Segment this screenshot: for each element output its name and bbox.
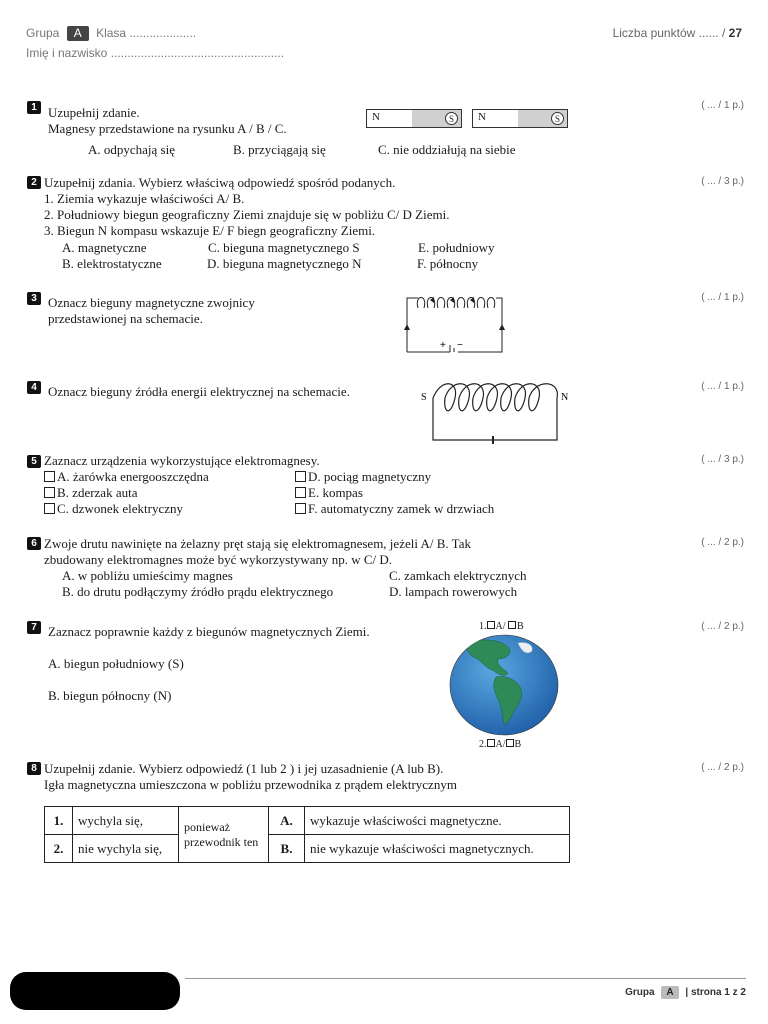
question-number: 7 [27,621,41,634]
question-text: przedstawionej na schemacie. [48,311,203,326]
grupa-label: Grupa [26,26,60,40]
footer-page-number: | strona 1 z 2 [685,987,746,998]
pole-right-label: N [561,392,569,403]
question-number: 1 [27,101,41,114]
option-a[interactable]: A. magnetyczne [62,240,147,255]
option-d[interactable]: D. bieguna magnetycznego N [207,256,362,271]
question-text: zbudowany elektromagnes może być wykorzystywany np. w C/ D. [44,552,393,567]
checkbox[interactable] [508,621,516,629]
question-text: Zaznacz urządzenia wykorzystujące elektromagnesy. [44,453,320,468]
pole-n-label: N [372,111,380,123]
header-points [613,26,742,40]
option-f[interactable]: F. północny [417,256,479,271]
table-cell[interactable]: 1. [45,807,73,835]
option-b[interactable]: B. przyciągają się [233,142,326,157]
name-label: Imię i nazwisko [26,46,108,60]
question-points: ( ... / 3 p.) [701,454,744,465]
question-number: 6 [27,537,41,550]
checkbox[interactable] [295,471,306,482]
footer-grupa-label: Grupa [625,987,655,998]
battery-plus-label: + [440,340,446,351]
question-text: Igła magnetyczna umieszczona w pobliżu przewodnika z prądem elektrycznym [44,777,457,792]
option-label: D. pociąg magnetyczny [308,469,432,484]
question-points: ( ... / 1 p.) [701,100,744,111]
question-text: Uzupełnij zdanie. Wybierz odpowiedź (1 lub 2 ) i jej uzasadnienie (A lub B). [44,761,444,776]
question-text: Oznacz bieguny magnetyczne zwojnicy [48,295,255,310]
question-text: 1. Ziemia wykazuje właściwości A/ B. [44,191,245,206]
question-points: ( ... / 2 p.) [701,537,744,548]
footer-divider [185,978,746,979]
battery-minus-label: − [457,340,463,351]
question-text: Magnesy przedstawione na rysunku A / B / C. [48,121,287,136]
checkbox[interactable] [487,621,495,629]
earth-globe-image [448,633,560,737]
question-points: ( ... / 1 p.) [701,292,744,303]
magnet-left [366,109,462,128]
globe-top-choice: 1. A/ B [479,621,524,632]
option-label: E. kompas [308,485,363,500]
checkbox-option-b[interactable] [44,485,137,501]
question-number: 4 [27,381,41,394]
checkbox[interactable] [487,739,495,747]
table-cell[interactable]: nie wykazuje właściwości magnetycznych. [305,835,570,863]
question-number: 5 [27,455,41,468]
grupa-badge: A [67,26,89,41]
question-text: Uzupełnij zdania. Wybierz właściwą odpowiedź spośród podanych. [44,175,396,190]
question-text: Uzupełnij zdanie. [48,105,140,120]
option-d[interactable]: D. lampach rowerowych [389,584,518,599]
option-a[interactable]: A. w pobliżu umieścimy magnes [62,568,233,583]
checkbox[interactable] [295,503,306,514]
points-total: 27 [728,26,742,40]
pole-left-label: S [421,392,427,403]
checkbox[interactable] [506,739,514,747]
header-grupa [26,26,196,41]
table-cell-middle: ponieważ przewodnik ten [179,807,269,863]
magnet-right [472,109,568,128]
question-text: Oznacz bieguny źródła energii elektrycznej na schemacie. [48,384,350,399]
footer [625,986,746,999]
option-c[interactable]: C. nie oddziałują na siebie [378,142,516,157]
checkbox-option-a[interactable] [44,469,209,485]
checkbox[interactable] [44,487,55,498]
option-label: A. żarówka energooszczędna [57,469,209,484]
table-cell[interactable]: B. [269,835,305,863]
question-number: 3 [27,292,41,305]
coil-source-diagram [415,376,575,446]
option-c[interactable]: C. bieguna magnetycznego S [208,240,360,255]
table-cell[interactable]: A. [269,807,305,835]
option-label: C. dzwonek elektryczny [57,501,183,516]
globe-bottom-choice: 2. A/ B [479,739,522,750]
answer-table [44,806,570,863]
option-a: A. biegun południowy (S) [48,656,184,671]
checkbox-option-c[interactable] [44,501,183,517]
question-text: Zwoje drutu nawinięte na żelazny pręt stają się elektromagnesem, jeżeli A/ B. Tak [44,536,471,551]
option-e[interactable]: E. południowy [418,240,495,255]
pole-s-label: S [551,112,564,125]
table-cell[interactable]: 2. [45,835,73,863]
checkbox-option-f[interactable] [295,501,494,517]
points-label: Liczba punktów ...... / [612,26,726,40]
solenoid-circuit-diagram [400,288,510,356]
question-points: ( ... / 2 p.) [701,762,744,773]
table-cell[interactable]: wychyla się, [73,807,179,835]
question-text: 3. Biegun N kompasu wskazuje E/ F biegn geograficzny Ziemi. [44,223,376,238]
checkbox[interactable] [44,503,55,514]
footer-grupa-badge: A [661,986,678,999]
question-text: Zaznacz poprawnie każdy z biegunów magnetycznych Ziemi. [48,624,370,639]
option-c[interactable]: C. zamkach elektrycznych [389,568,527,583]
question-points: ( ... / 2 p.) [701,621,744,632]
question-number: 2 [27,176,41,189]
option-b[interactable]: B. do drutu podłączymy źródło prądu elektrycznego [62,584,334,599]
name-blank[interactable]: .................................................... [110,46,285,60]
redacted-logo [10,972,180,1010]
question-text: 2. Południowy biegun geograficzny Ziemi znajduje się w pobliżu C/ D Ziemi. [44,207,450,222]
pole-n-label: N [478,111,486,123]
option-b: B. biegun północny (N) [48,688,172,703]
table-cell[interactable]: wykazuje właściwości magnetyczne. [305,807,570,835]
checkbox[interactable] [295,487,306,498]
checkbox[interactable] [44,471,55,482]
question-number: 8 [27,762,41,775]
pole-s-label: S [445,112,458,125]
option-a[interactable]: A. odpychają się [88,142,176,157]
klasa-blank[interactable]: .................... [129,26,197,40]
option-label: F. automatyczny zamek w drzwiach [308,501,495,516]
option-label: B. zderzak auta [57,485,138,500]
option-b[interactable]: B. elektrostatyczne [62,256,162,271]
question-points: ( ... / 3 p.) [701,176,744,187]
checkbox-option-e[interactable] [295,485,363,501]
checkbox-option-d[interactable] [295,469,431,485]
header-name [26,46,284,60]
klasa-label: Klasa [96,26,127,40]
table-cell[interactable]: nie wychyla się, [73,835,179,863]
question-points: ( ... / 1 p.) [701,381,744,392]
